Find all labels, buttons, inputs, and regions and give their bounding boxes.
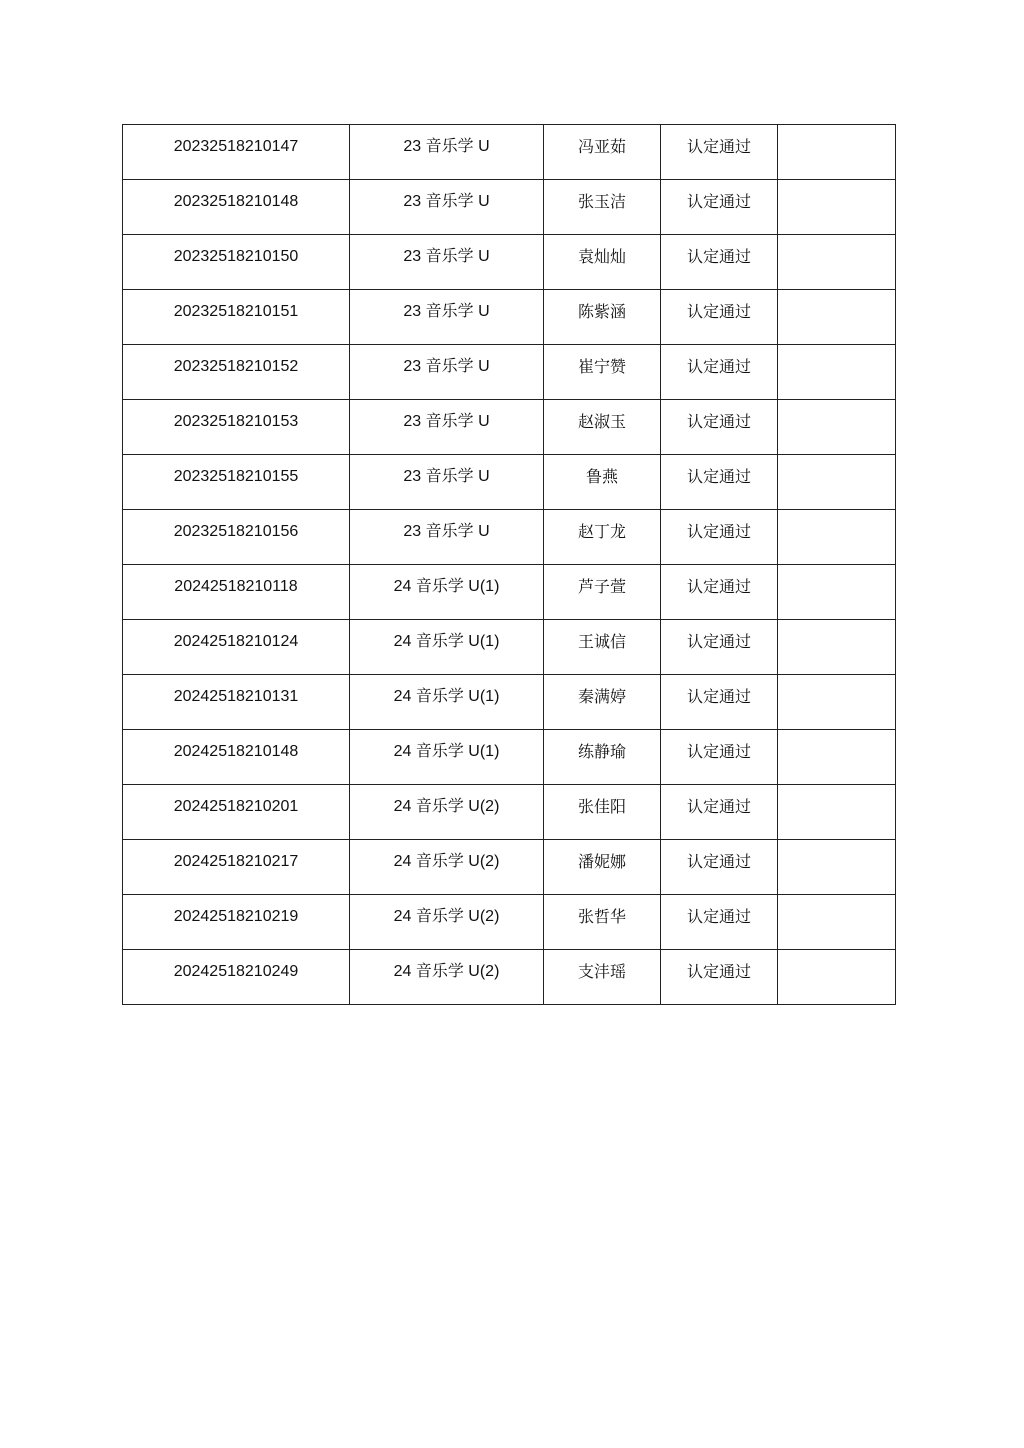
class-cell [350,400,544,455]
status-cell-text: 认定通过 [686,907,751,926]
student-name-cell-text: 潘妮娜 [577,852,626,871]
student-id-cell-text: 20242518210148 [173,743,299,760]
student-id-cell-text: 20232518210148 [173,193,299,210]
remark-cell [778,290,896,345]
status-cell-text: 认定通过 [686,687,751,706]
remark-cell [778,675,896,730]
student-name-cell-text: 练静瑜 [577,742,626,761]
table-row [123,730,896,785]
remark-cell [778,345,896,400]
status-cell [661,620,778,675]
status-cell-text: 认定通过 [686,357,751,376]
student-id-cell-text: 20232518210155 [173,468,299,485]
remark-cell [778,785,896,840]
table-row [123,840,896,895]
student-id-cell [123,345,350,400]
student-id-cell [123,180,350,235]
status-cell [661,565,778,620]
remark-cell [778,455,896,510]
student-id-cell-text: 20242518210219 [173,908,299,925]
status-cell [661,235,778,290]
table-row [123,235,896,290]
student-name-cell-text: 秦满婷 [577,687,626,706]
status-cell [661,840,778,895]
class-cell-text: 24 音乐学 U(2) [393,853,500,870]
student-name-cell [544,565,661,620]
student-id-cell [123,730,350,785]
student-id-cell-text: 20242518210201 [173,798,299,815]
student-id-cell [123,895,350,950]
student-id-cell [123,620,350,675]
student-id-cell-text: 20242518210249 [173,963,299,980]
status-cell-text: 认定通过 [686,467,751,486]
status-cell-text: 认定通过 [686,632,751,651]
student-name-cell [544,840,661,895]
status-cell-text: 认定通过 [686,797,751,816]
table-row [123,510,896,565]
student-name-cell-text: 冯亚茹 [577,137,626,156]
class-cell-text: 23 音乐学 U [403,468,490,485]
student-id-cell [123,840,350,895]
student-id-cell-text: 20232518210151 [173,303,299,320]
student-name-cell [544,510,661,565]
student-name-cell [544,675,661,730]
student-id-cell [123,565,350,620]
table-row [123,400,896,455]
table-row [123,125,896,180]
status-cell [661,345,778,400]
status-cell [661,950,778,1005]
student-name-cell [544,290,661,345]
class-cell-text: 24 音乐学 U(1) [393,578,500,595]
status-cell [661,400,778,455]
table-row [123,455,896,510]
class-cell-text: 24 音乐学 U(2) [393,963,500,980]
status-cell [661,785,778,840]
class-cell [350,565,544,620]
student-id-cell-text: 20232518210153 [173,413,299,430]
class-cell [350,840,544,895]
student-id-cell-text: 20242518210124 [173,633,299,650]
student-name-cell-text: 陈紫涵 [577,302,626,321]
student-name-cell [544,620,661,675]
student-id-cell [123,455,350,510]
table-row [123,180,896,235]
status-cell [661,675,778,730]
class-cell [350,180,544,235]
status-cell-text: 认定通过 [686,522,751,541]
class-cell [350,345,544,400]
student-name-cell-text: 袁灿灿 [577,247,626,266]
class-cell-text: 23 音乐学 U [403,303,490,320]
class-cell-text: 24 音乐学 U(2) [393,908,500,925]
student-id-cell-text: 20232518210152 [173,358,299,375]
status-cell [661,180,778,235]
class-cell-text: 23 音乐学 U [403,523,490,540]
student-roster-table [122,124,896,1005]
student-name-cell-text: 张佳阳 [577,797,626,816]
student-id-cell-text: 20242518210118 [174,578,298,595]
student-name-cell [544,125,661,180]
table-row [123,675,896,730]
class-cell [350,455,544,510]
student-name-cell [544,950,661,1005]
status-cell [661,125,778,180]
student-name-cell-text: 鲁燕 [585,467,618,486]
class-cell-text: 23 音乐学 U [403,413,490,430]
status-cell-text: 认定通过 [686,962,751,981]
student-id-cell-text: 20232518210147 [173,138,299,155]
class-cell [350,125,544,180]
class-cell [350,730,544,785]
class-cell [350,785,544,840]
status-cell-text: 认定通过 [686,742,751,761]
class-cell [350,510,544,565]
class-cell [350,895,544,950]
class-cell [350,290,544,345]
student-name-cell-text: 张玉洁 [577,192,626,211]
class-cell-text: 24 音乐学 U(2) [393,798,500,815]
student-id-cell-text: 20242518210217 [173,853,299,870]
class-cell-text: 23 音乐学 U [403,358,490,375]
student-name-cell [544,345,661,400]
student-id-cell [123,785,350,840]
table-row [123,620,896,675]
student-name-cell-text: 赵淑玉 [577,412,626,431]
status-cell [661,290,778,345]
student-id-cell-text: 20232518210156 [173,523,299,540]
remark-cell [778,895,896,950]
student-name-cell-text: 王诚信 [577,632,626,651]
class-cell [350,620,544,675]
student-name-cell-text: 支沣瑶 [577,962,626,981]
table-row [123,290,896,345]
status-cell-text: 认定通过 [686,412,751,431]
class-cell-text: 23 音乐学 U [403,138,490,155]
remark-cell [778,510,896,565]
class-cell [350,235,544,290]
student-name-cell [544,400,661,455]
student-name-cell [544,455,661,510]
remark-cell [778,950,896,1005]
remark-cell [778,180,896,235]
student-id-cell [123,125,350,180]
remark-cell [778,565,896,620]
status-cell-text: 认定通过 [686,192,751,211]
roster-table-body [123,125,896,1005]
remark-cell [778,730,896,785]
student-name-cell [544,235,661,290]
student-id-cell [123,400,350,455]
student-name-cell-text: 赵丁龙 [577,522,626,541]
student-name-cell-text: 崔宁赞 [577,357,626,376]
remark-cell [778,125,896,180]
remark-cell [778,620,896,675]
status-cell [661,510,778,565]
status-cell [661,455,778,510]
table-row [123,895,896,950]
table-row [123,565,896,620]
student-id-cell [123,675,350,730]
status-cell-text: 认定通过 [686,577,751,596]
class-cell-text: 24 音乐学 U(1) [393,688,500,705]
class-cell [350,675,544,730]
student-id-cell [123,950,350,1005]
class-cell [350,950,544,1005]
status-cell-text: 认定通过 [686,852,751,871]
status-cell-text: 认定通过 [686,247,751,266]
class-cell-text: 23 音乐学 U [403,193,490,210]
class-cell-text: 24 音乐学 U(1) [393,633,500,650]
remark-cell [778,400,896,455]
student-name-cell-text: 张哲华 [577,907,626,926]
remark-cell [778,840,896,895]
status-cell [661,895,778,950]
student-name-cell [544,895,661,950]
table-row [123,950,896,1005]
remark-cell [778,235,896,290]
student-id-cell [123,290,350,345]
status-cell [661,730,778,785]
student-name-cell [544,730,661,785]
status-cell-text: 认定通过 [686,302,751,321]
class-cell-text: 24 音乐学 U(1) [393,743,500,760]
student-name-cell [544,785,661,840]
student-name-cell-text: 芦子萱 [577,577,626,596]
student-name-cell [544,180,661,235]
student-id-cell [123,510,350,565]
student-id-cell-text: 20242518210131 [173,688,299,705]
status-cell-text: 认定通过 [686,137,751,156]
student-id-cell [123,235,350,290]
table-row [123,785,896,840]
student-id-cell-text: 20232518210150 [173,248,299,265]
table-row [123,345,896,400]
class-cell-text: 23 音乐学 U [403,248,490,265]
